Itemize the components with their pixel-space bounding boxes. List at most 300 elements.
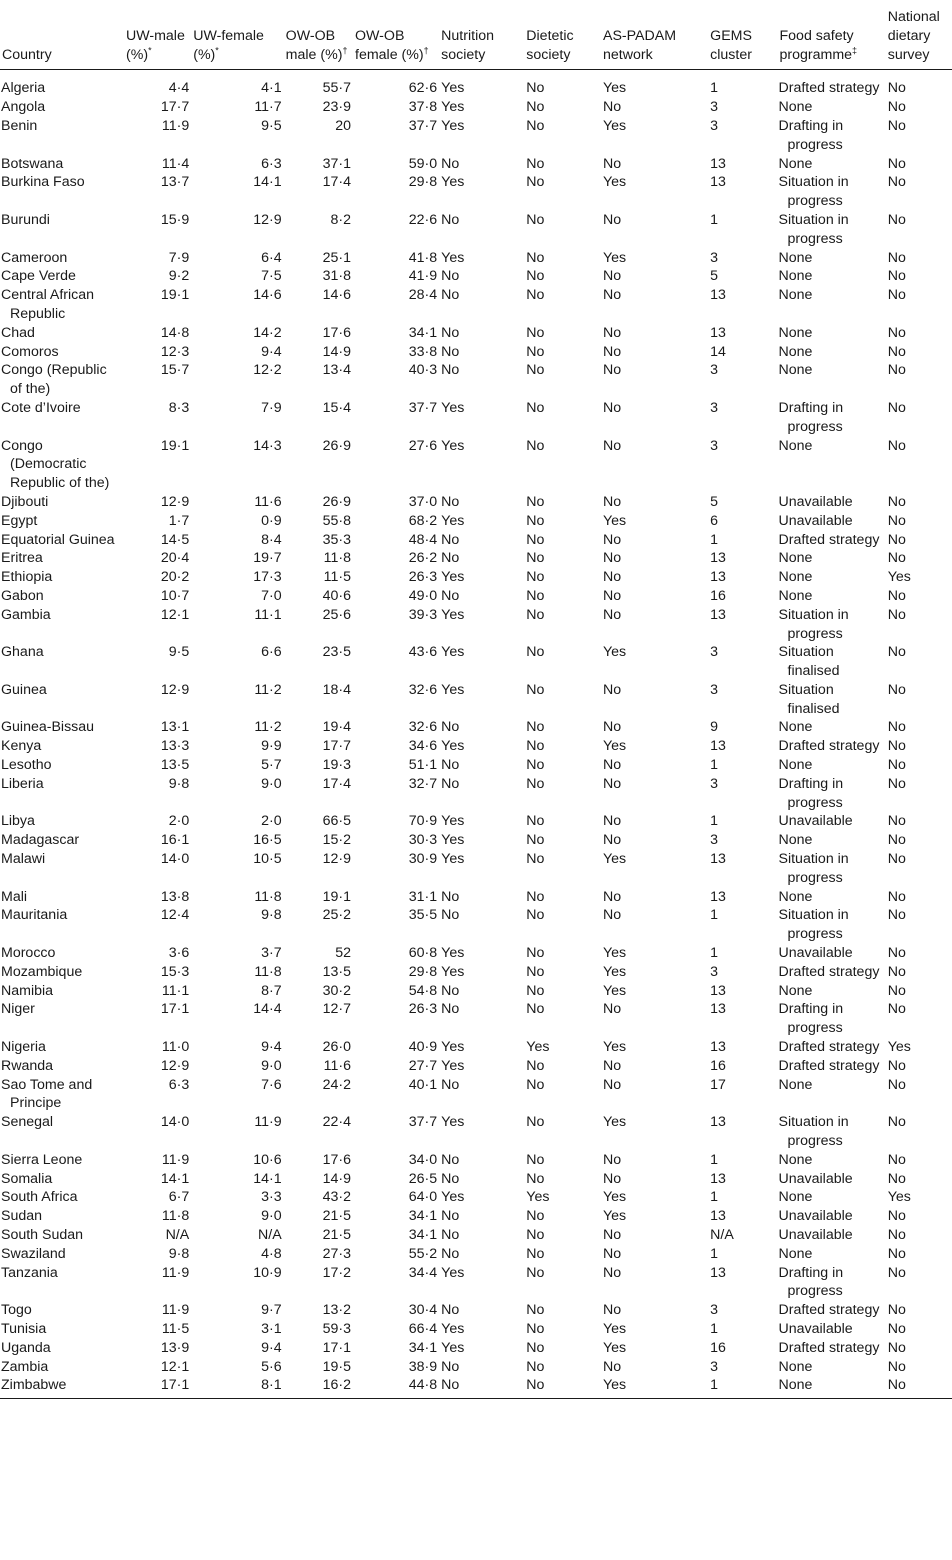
cell-dietetic-society: No xyxy=(526,268,545,285)
cell-national-dietary-survey: No xyxy=(887,832,906,849)
cell-uw-female: 11·1 xyxy=(254,606,282,623)
cell-national-dietary-survey: No xyxy=(887,644,906,661)
cell-uw-male: 9·5 xyxy=(168,644,190,661)
table-row xyxy=(0,549,952,568)
cell-ow-ob-male: 23·9 xyxy=(322,99,352,116)
cell-ow-ob-male: 11·8 xyxy=(323,550,352,567)
table-row xyxy=(0,437,952,493)
cell-national-dietary-survey: No xyxy=(887,1151,906,1168)
cell-country: Mozambique xyxy=(1,963,83,980)
cell-dietetic-society: No xyxy=(526,211,545,228)
cell-ow-ob-male: 16·2 xyxy=(322,1377,352,1394)
cell-gems-cluster: 1 xyxy=(710,1189,719,1206)
cell-food-safety-programme: None xyxy=(778,587,813,604)
cell-uw-female: 5·7 xyxy=(261,757,282,774)
cell-ow-ob-male: 23·5 xyxy=(322,644,352,661)
cell-gems-cluster: 13 xyxy=(710,1264,726,1281)
cell-gems-cluster: 1 xyxy=(710,1151,719,1168)
cell-country: Libya xyxy=(1,813,35,830)
table-row xyxy=(0,1245,952,1264)
cell-uw-female: 8·4 xyxy=(261,531,282,548)
table-row xyxy=(0,512,952,531)
cell-ow-ob-male: 21·5 xyxy=(322,1227,352,1243)
cell-nutrition-society: Yes xyxy=(441,117,465,134)
cell-as-padam-network: No xyxy=(602,606,622,623)
cell-country: Ghana xyxy=(1,644,44,661)
cell-ow-ob-female: 37·0 xyxy=(408,493,438,510)
cell-ow-ob-male: 15·2 xyxy=(322,832,352,849)
cell-uw-female: 14·2 xyxy=(253,324,282,341)
cell-uw-female: 9·0 xyxy=(261,1208,282,1225)
cell-as-padam-network: No xyxy=(602,343,622,360)
cell-gems-cluster: 3 xyxy=(710,644,719,661)
cell-food-safety-programme: None xyxy=(778,287,813,304)
table-row xyxy=(0,606,952,644)
cell-national-dietary-survey: No xyxy=(887,851,906,868)
cell-ow-ob-female: 41·8 xyxy=(408,249,438,266)
cell-uw-male: 17·7 xyxy=(160,99,190,116)
cell-nutrition-society: Yes xyxy=(441,1264,465,1281)
cell-gems-cluster: 1 xyxy=(710,945,719,962)
cell-uw-female: 11·2 xyxy=(254,681,282,698)
cell-ow-ob-female: 34·6 xyxy=(408,738,438,755)
cell-national-dietary-survey: No xyxy=(887,493,906,510)
cell-as-padam-network: No xyxy=(602,775,622,792)
cell-ow-ob-female: 26·5 xyxy=(408,1170,438,1187)
cell-uw-female: 9·4 xyxy=(261,1039,282,1056)
cell-food-safety-programme: Situation in progress xyxy=(778,606,849,642)
cell-country: Mali xyxy=(1,888,28,905)
cell-ow-ob-female: 26·3 xyxy=(408,569,438,586)
cell-uw-male: 12·3 xyxy=(160,343,190,360)
cell-ow-ob-male: 11·5 xyxy=(323,569,352,586)
cell-ow-ob-male: 27·3 xyxy=(322,1245,352,1262)
cell-as-padam-network: Yes xyxy=(602,982,627,999)
cell-country: Cote d’Ivoire xyxy=(1,399,81,416)
table-row xyxy=(0,1113,952,1151)
cell-ow-ob-female: 26·2 xyxy=(408,550,438,567)
cell-uw-female: 11·9 xyxy=(254,1114,282,1131)
table-row xyxy=(0,906,952,944)
cell-dietetic-society: No xyxy=(526,1377,545,1394)
cell-uw-male: 9·8 xyxy=(168,1245,190,1262)
cell-dietetic-society: No xyxy=(526,117,545,134)
cell-food-safety-programme: None xyxy=(778,1151,813,1168)
cell-country: Egypt xyxy=(1,512,38,529)
cell-nutrition-society: No xyxy=(441,982,460,999)
cell-food-safety-programme: None xyxy=(778,719,813,736)
cell-as-padam-network: No xyxy=(602,1245,622,1262)
cell-gems-cluster: 1 xyxy=(710,531,719,548)
cell-ow-ob-male: 66·5 xyxy=(322,813,352,830)
cell-national-dietary-survey: No xyxy=(887,155,906,172)
cell-food-safety-programme: Situation in progress xyxy=(778,174,849,210)
cell-country: Central African Republic xyxy=(1,287,95,322)
cell-uw-male: 20·2 xyxy=(160,569,190,586)
cell-ow-ob-female: 34·1 xyxy=(408,1208,438,1225)
cell-as-padam-network: No xyxy=(602,1264,622,1281)
cell-uw-female: 11·2 xyxy=(254,719,282,736)
table-row xyxy=(0,1320,952,1339)
cell-food-safety-programme: Situation in progress xyxy=(778,851,849,886)
cell-ow-ob-male: 25·1 xyxy=(322,249,352,266)
cell-gems-cluster: 3 xyxy=(710,399,719,416)
cell-uw-male: 11·9 xyxy=(161,117,190,134)
cell-food-safety-programme: Drafted strategy xyxy=(778,80,880,97)
cell-ow-ob-female: 66·4 xyxy=(408,1320,438,1337)
cell-gems-cluster: 1 xyxy=(710,1245,719,1262)
cell-gems-cluster: 1 xyxy=(710,813,719,830)
cell-uw-female: 9·9 xyxy=(261,738,282,755)
cell-food-safety-programme: None xyxy=(778,249,813,266)
cell-uw-female: 19·7 xyxy=(253,550,282,567)
cell-dietetic-society: No xyxy=(526,738,545,755)
cell-dietetic-society: No xyxy=(526,80,545,97)
cell-dietetic-society: No xyxy=(526,945,545,962)
cell-as-padam-network: No xyxy=(602,757,622,774)
table-row xyxy=(0,1188,952,1207)
cell-country: Burkina Faso xyxy=(1,174,85,191)
table-row xyxy=(0,361,952,399)
cell-ow-ob-female: 27·7 xyxy=(408,1057,438,1074)
cell-country: Tunisia xyxy=(1,1320,47,1337)
cell-uw-female: 7·6 xyxy=(261,1076,282,1093)
cell-as-padam-network: No xyxy=(602,587,622,604)
table-row xyxy=(0,286,952,324)
cell-national-dietary-survey: No xyxy=(887,343,906,360)
cell-ow-ob-male: 55·8 xyxy=(322,512,352,529)
cell-gems-cluster: 1 xyxy=(710,80,719,97)
column-header-label: GEMS cluster xyxy=(710,27,752,63)
cell-uw-male: 7·9 xyxy=(168,249,190,266)
cell-uw-male: 1·7 xyxy=(168,512,190,529)
cell-food-safety-programme: None xyxy=(778,888,813,905)
cell-uw-female: 14·6 xyxy=(253,287,282,304)
cell-gems-cluster: 13 xyxy=(710,738,726,755)
table-row xyxy=(0,568,952,587)
table-row xyxy=(0,681,952,719)
cell-nutrition-society: No xyxy=(441,587,460,604)
cell-food-safety-programme: Drafting in progress xyxy=(778,775,844,811)
cell-ow-ob-female: 27·6 xyxy=(408,437,438,454)
cell-food-safety-programme: Unavailable xyxy=(778,1208,853,1225)
cell-ow-ob-male: 19·3 xyxy=(322,757,352,774)
cell-food-safety-programme: Drafting in progress xyxy=(778,1001,844,1037)
cell-nutrition-society: Yes xyxy=(441,569,465,586)
column-header-label: OW-OB male (%) xyxy=(285,27,343,63)
cell-as-padam-network: Yes xyxy=(602,1208,627,1225)
cell-country: Nigeria xyxy=(1,1039,46,1056)
cell-dietetic-society: No xyxy=(526,606,545,623)
cell-country: Uganda xyxy=(1,1339,51,1356)
column-header-label: Food safety programme xyxy=(779,27,854,63)
cell-national-dietary-survey: No xyxy=(887,1339,906,1356)
cell-gems-cluster: 13 xyxy=(710,569,726,586)
cell-as-padam-network: Yes xyxy=(602,1114,627,1131)
cell-gems-cluster: 3 xyxy=(710,99,719,116)
cell-as-padam-network: No xyxy=(602,268,622,285)
cell-dietetic-society: No xyxy=(526,249,545,266)
cell-gems-cluster: 13 xyxy=(710,1114,726,1131)
cell-uw-male: 17·1 xyxy=(160,1377,190,1394)
column-header-label: Country xyxy=(2,46,52,63)
cell-ow-ob-female: 34·1 xyxy=(408,324,438,341)
cell-ow-ob-female: 32·7 xyxy=(408,775,438,792)
cell-dietetic-society: No xyxy=(526,1114,545,1131)
cell-nutrition-society: No xyxy=(441,1227,460,1243)
cell-dietetic-society: No xyxy=(526,775,545,792)
cell-gems-cluster: 13 xyxy=(710,888,726,905)
cell-national-dietary-survey: Yes xyxy=(887,1039,911,1056)
cell-gems-cluster: 16 xyxy=(710,587,726,604)
column-header-label: National dietary survey xyxy=(887,9,940,63)
cell-as-padam-network: Yes xyxy=(602,1377,627,1394)
cell-national-dietary-survey: No xyxy=(887,1358,906,1375)
cell-uw-male: 11·8 xyxy=(161,1208,190,1225)
cell-national-dietary-survey: No xyxy=(887,738,906,755)
cell-ow-ob-male: 26·9 xyxy=(322,437,352,454)
cell-ow-ob-female: 49·0 xyxy=(408,587,438,604)
cell-nutrition-society: Yes xyxy=(441,1039,465,1056)
cell-as-padam-network: No xyxy=(602,211,622,228)
cell-food-safety-programme: None xyxy=(778,832,813,849)
table-row xyxy=(0,1170,952,1189)
cell-gems-cluster: 5 xyxy=(710,268,719,285)
cell-gems-cluster: 3 xyxy=(710,832,719,849)
cell-food-safety-programme: None xyxy=(778,343,813,360)
cell-dietetic-society: No xyxy=(526,1227,545,1243)
cell-food-safety-programme: None xyxy=(778,1358,813,1375)
cell-ow-ob-female: 48·4 xyxy=(408,531,438,548)
table-row xyxy=(0,812,952,831)
cell-country: Swaziland xyxy=(1,1245,66,1262)
cell-ow-ob-female: 51·1 xyxy=(408,757,438,774)
cell-gems-cluster: 13 xyxy=(710,1039,726,1056)
cell-national-dietary-survey: No xyxy=(887,1264,906,1281)
cell-ow-ob-female: 55·2 xyxy=(408,1245,438,1262)
cell-food-safety-programme: Unavailable xyxy=(778,512,853,529)
table-row xyxy=(0,737,952,756)
cell-ow-ob-female: 32·6 xyxy=(408,681,438,698)
table-row xyxy=(0,249,952,268)
cell-gems-cluster: 5 xyxy=(710,493,719,510)
cell-gems-cluster: 13 xyxy=(710,606,726,623)
cell-as-padam-network: Yes xyxy=(602,1339,627,1356)
cell-uw-female: 10·5 xyxy=(253,851,282,868)
cell-nutrition-society: Yes xyxy=(441,1057,465,1074)
cell-country: Botswana xyxy=(1,155,64,172)
cell-food-safety-programme: Drafted strategy xyxy=(778,1302,880,1319)
cell-uw-male: 11·1 xyxy=(161,982,190,999)
table-row xyxy=(0,399,952,437)
cell-food-safety-programme: Drafted strategy xyxy=(778,963,880,980)
table-row xyxy=(0,117,952,155)
cell-uw-female: 3·1 xyxy=(261,1320,282,1337)
cell-food-safety-programme: Unavailable xyxy=(778,945,853,962)
cell-uw-male: 14·8 xyxy=(160,324,190,341)
cell-national-dietary-survey: No xyxy=(887,719,906,736)
cell-ow-ob-male: 11·6 xyxy=(323,1057,352,1074)
cell-uw-female: 6·3 xyxy=(261,155,282,172)
cell-uw-female: 14·1 xyxy=(253,1170,282,1187)
cell-nutrition-society: Yes xyxy=(441,174,465,191)
cell-ow-ob-male: 17·6 xyxy=(322,1151,352,1168)
cell-country: Rwanda xyxy=(1,1057,54,1074)
cell-as-padam-network: No xyxy=(602,832,622,849)
cell-gems-cluster: 1 xyxy=(710,757,719,774)
cell-uw-male: 3·6 xyxy=(168,945,190,962)
cell-gems-cluster: 6 xyxy=(710,512,719,529)
cell-as-padam-network: No xyxy=(602,324,622,341)
cell-national-dietary-survey: No xyxy=(887,1076,906,1093)
cell-food-safety-programme: None xyxy=(778,569,813,586)
cell-dietetic-society: No xyxy=(526,155,545,172)
cell-ow-ob-female: 28·4 xyxy=(408,287,438,304)
cell-as-padam-network: Yes xyxy=(602,512,627,529)
column-header-ow-ob-male xyxy=(284,0,353,70)
cell-ow-ob-male: 17·2 xyxy=(322,1264,352,1281)
column-header-footnote-mark: * xyxy=(215,44,219,55)
cell-food-safety-programme: Situation in progress xyxy=(778,907,849,943)
cell-nutrition-society: Yes xyxy=(441,99,465,116)
cell-uw-female: 9·0 xyxy=(261,775,282,792)
cell-food-safety-programme: None xyxy=(778,324,813,341)
cell-uw-female: 8·1 xyxy=(261,1377,282,1394)
cell-ow-ob-female: 41·9 xyxy=(408,268,438,285)
cell-national-dietary-survey: No xyxy=(887,249,906,266)
cell-uw-female: 6·4 xyxy=(261,249,282,266)
cell-food-safety-programme: Drafted strategy xyxy=(778,738,880,755)
cell-as-padam-network: No xyxy=(602,531,622,548)
cell-uw-male: 13·9 xyxy=(160,1339,190,1356)
cell-national-dietary-survey: No xyxy=(887,117,906,134)
cell-food-safety-programme: None xyxy=(778,1245,813,1262)
cell-national-dietary-survey: No xyxy=(887,606,906,623)
table-row xyxy=(0,850,952,888)
cell-as-padam-network: No xyxy=(602,569,622,586)
cell-nutrition-society: Yes xyxy=(441,945,465,962)
cell-national-dietary-survey: No xyxy=(887,1208,906,1225)
table-row xyxy=(0,343,952,362)
cell-nutrition-society: Yes xyxy=(441,512,465,529)
cell-gems-cluster: 13 xyxy=(710,174,726,191)
cell-as-padam-network: No xyxy=(602,907,622,924)
column-header-footnote-mark: † xyxy=(342,44,348,55)
cell-food-safety-programme: None xyxy=(778,99,813,116)
cell-ow-ob-female: 37·7 xyxy=(408,1114,438,1131)
cell-as-padam-network: No xyxy=(602,681,622,698)
cell-dietetic-society: No xyxy=(526,813,545,830)
cell-country: Liberia xyxy=(1,775,44,792)
cell-dietetic-society: No xyxy=(526,1320,545,1337)
cell-national-dietary-survey: No xyxy=(887,963,906,980)
column-header-national-dietary-survey xyxy=(886,0,952,70)
cell-uw-female: 10·9 xyxy=(253,1264,282,1281)
cell-dietetic-society: No xyxy=(526,287,545,304)
cell-dietetic-society: No xyxy=(526,587,545,604)
cell-ow-ob-female: 29·8 xyxy=(408,174,438,191)
cell-ow-ob-male: 52 xyxy=(335,945,352,962)
cell-ow-ob-female: 59·0 xyxy=(408,155,438,172)
cell-dietetic-society: No xyxy=(526,437,545,454)
cell-food-safety-programme: Drafted strategy xyxy=(778,531,880,548)
cell-country: Algeria xyxy=(1,80,46,97)
table-row xyxy=(0,531,952,550)
cell-ow-ob-male: 22·4 xyxy=(322,1114,352,1131)
cell-national-dietary-survey: No xyxy=(887,211,906,228)
cell-gems-cluster: 3 xyxy=(710,963,719,980)
cell-uw-female: 14·4 xyxy=(253,1001,282,1018)
cell-national-dietary-survey: No xyxy=(887,437,906,454)
cell-nutrition-society: No xyxy=(441,757,460,774)
cell-food-safety-programme: Unavailable xyxy=(778,1320,853,1337)
cell-country: Zimbabwe xyxy=(1,1377,67,1394)
cell-as-padam-network: No xyxy=(602,888,622,905)
cell-ow-ob-female: 33·8 xyxy=(408,343,438,360)
cell-national-dietary-survey: Yes xyxy=(887,569,911,586)
cell-dietetic-society: No xyxy=(526,1358,545,1375)
cell-gems-cluster: 3 xyxy=(710,437,719,454)
cell-nutrition-society: Yes xyxy=(441,813,465,830)
cell-ow-ob-male: 43·2 xyxy=(322,1189,352,1206)
cell-ow-ob-male: 40·6 xyxy=(322,587,352,604)
cell-uw-female: 9·4 xyxy=(261,343,282,360)
cell-nutrition-society: Yes xyxy=(441,399,465,416)
cell-ow-ob-male: 17·7 xyxy=(322,738,352,755)
cell-gems-cluster: 13 xyxy=(710,155,726,172)
cell-national-dietary-survey: No xyxy=(887,287,906,304)
cell-ow-ob-male: 8·2 xyxy=(330,211,352,228)
cell-uw-female: N/A xyxy=(258,1227,282,1243)
cell-ow-ob-male: 59·3 xyxy=(322,1320,352,1337)
cell-ow-ob-male: 18·4 xyxy=(322,681,352,698)
cell-country: Sudan xyxy=(1,1208,43,1225)
cell-country: Madagascar xyxy=(1,832,80,849)
cell-dietetic-society: No xyxy=(526,1208,545,1225)
cell-ow-ob-female: 40·1 xyxy=(408,1076,438,1093)
table-row xyxy=(0,1226,952,1245)
cell-country: Burundi xyxy=(1,211,50,228)
cell-country: Gambia xyxy=(1,606,51,623)
table-row xyxy=(0,1358,952,1377)
cell-uw-male: 10·7 xyxy=(160,587,190,604)
cell-dietetic-society: No xyxy=(526,1264,545,1281)
cell-food-safety-programme: None xyxy=(778,1377,813,1394)
cell-nutrition-society: No xyxy=(441,1001,460,1018)
cell-country: Cameroon xyxy=(1,249,68,266)
cell-country: Lesotho xyxy=(1,757,52,774)
cell-dietetic-society: No xyxy=(526,982,545,999)
cell-uw-male: 12·1 xyxy=(160,606,190,623)
cell-country: Eritrea xyxy=(1,550,43,567)
column-header-dietetic-society xyxy=(524,0,601,70)
cell-country: Djibouti xyxy=(1,493,49,510)
cell-as-padam-network: No xyxy=(602,1170,622,1187)
cell-as-padam-network: Yes xyxy=(602,851,627,868)
table-row xyxy=(0,98,952,117)
cell-uw-female: 4·8 xyxy=(261,1245,282,1262)
cell-as-padam-network: Yes xyxy=(602,644,627,661)
cell-gems-cluster: 16 xyxy=(710,1057,726,1074)
cell-nutrition-society: Yes xyxy=(441,644,465,661)
cell-food-safety-programme: Drafted strategy xyxy=(778,1057,880,1074)
cell-ow-ob-female: 34·1 xyxy=(408,1339,438,1356)
cell-dietetic-society: No xyxy=(526,888,545,905)
cell-ow-ob-female: 37·7 xyxy=(408,117,438,134)
cell-uw-male: 14·5 xyxy=(160,531,190,548)
cell-nutrition-society: No xyxy=(441,493,460,510)
column-header-uw-female xyxy=(191,0,283,70)
